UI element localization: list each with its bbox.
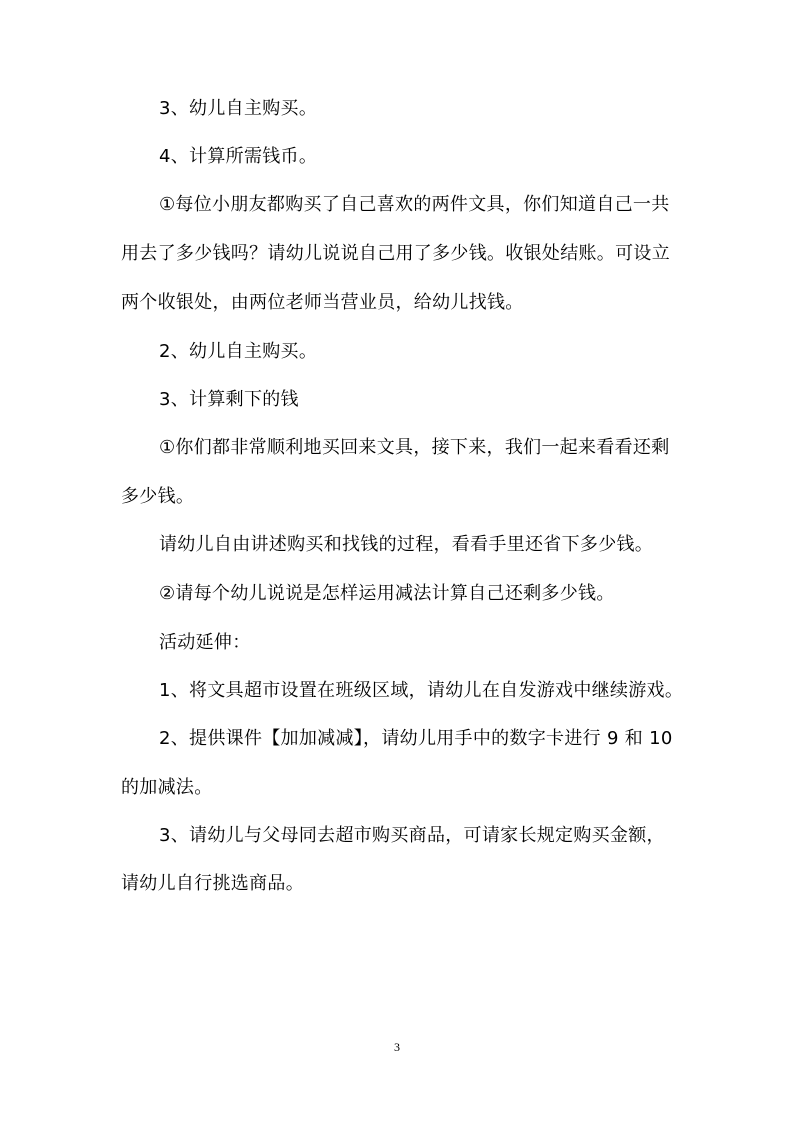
paragraph-line: 2、幼儿自主购买。: [159, 341, 318, 362]
paragraph-line: 活动延伸：: [159, 632, 251, 653]
paragraph-line: ②请每个幼儿说说是怎样运用减法计算自己还剩多少钱。: [159, 583, 615, 604]
paragraph-line: 两个收银处，由两位老师当营业员，给幼儿找钱。: [121, 292, 524, 313]
paragraph-line: ①每位小朋友都购买了自己喜欢的两件文具，你们知道自己一共: [159, 194, 670, 215]
paragraph-line: 3、计算剩下的钱: [159, 389, 299, 410]
paragraph-line: 多少钱。: [121, 486, 195, 507]
paragraph-line: ①你们都非常顺利地买回来文具，接下来，我们一起来看看还剩: [159, 437, 670, 458]
paragraph-line: 3、幼儿自主购买。: [159, 98, 318, 119]
paragraph-line: 请幼儿自行挑选商品。: [121, 873, 304, 894]
paragraph-line: 3、请幼儿与父母同去超市购买商品，可请家长规定购买金额，: [159, 825, 665, 846]
paragraph-line: 用去了多少钱吗？请幼儿说说自己用了多少钱。收银处结账。可设立: [121, 243, 670, 264]
page-number: 3: [394, 1040, 400, 1054]
paragraph-line: 1、将文具超市设置在班级区域，请幼儿在自发游戏中继续游戏。: [159, 680, 684, 701]
paragraph-line: 2、提供课件【加加减减】，请幼儿用手中的数字卡进行 9 和 10: [159, 728, 673, 749]
paragraph-line: 请幼儿自由讲述购买和找钱的过程，看看手里还省下多少钱。: [159, 534, 654, 555]
paragraph-line: 的加减法。: [121, 777, 213, 798]
paragraph-line: 4、计算所需钱币。: [159, 146, 318, 167]
